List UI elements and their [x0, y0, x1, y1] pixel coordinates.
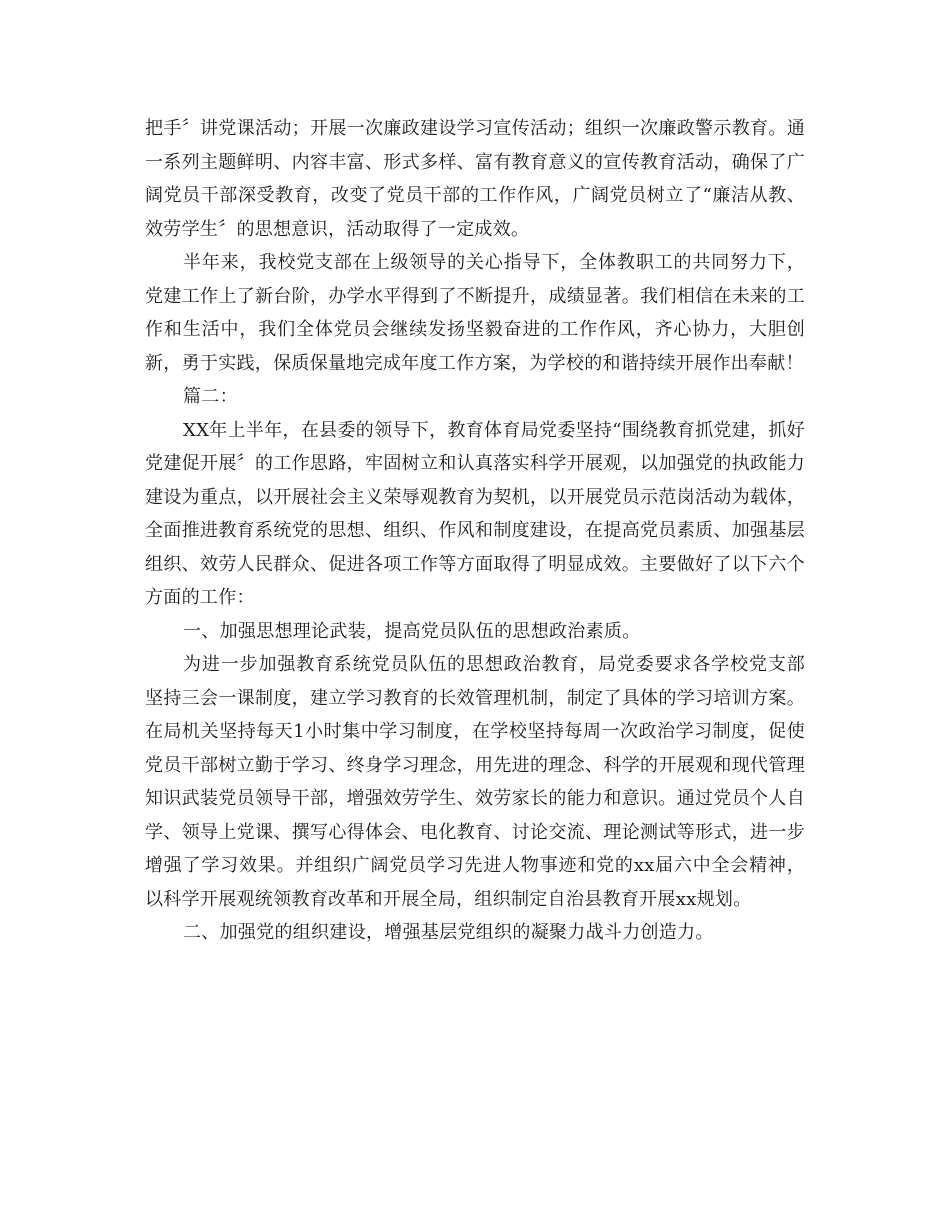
paragraph: XX年上半年，在县委的领导下，教育体育局党委坚持“围绕教育抓党建，抓好党建促开展〞的工作思路，牢固树立和认真落实科学开展观，以加强党的执政能力建设为重点，以开展社会主义荣辱观教育为契机，以开展党员示范岗活动为载体，全面推进教育系统党的思想、组织、作风和制度建设，在提高党员素质、加强基层组织、效劳人民群众、促进各项工作等方面取得了明显成效。主要做好了以下六个方面的工作：	[145, 419, 805, 608]
paragraph: 为进一步加强教育系统党员队伍的思想政治教育，局党委要求各学校党支部坚持三会一课制度，建立学习教育的长效管理机制，制定了具体的学习培训方案。在局机关坚持每天1小时集中学习制度，在学校坚持每周一次政治学习制度，促使党员干部树立勤于学习、终身学习理念，用先进的理念、科学的开展观和现代管理知识武装党员领导干部，增强效劳学生、效劳家长的能力和意识。通过党员个人自学、领导上党课、撰写心得体会、电化教育、讨论交流、理论测试等形式，进一步增强了学习效果。并组织广阔党员学习先进人物事迹和党的xx届六中全会精神，以科学开展观统领教育改革和开展全局，组织制定自治县教育开展xx规划。	[145, 654, 805, 910]
section-heading: 篇二：	[183, 386, 238, 407]
section-heading: 二、加强党的组织建设，增强基层党组织的凝聚力战斗力创造力。	[183, 922, 714, 943]
document-body	[145, 112, 805, 950]
section-heading: 一、加强思想理论武装，提高党员队伍的思想政治素质。	[183, 620, 641, 642]
paragraph: 半年来，我校党支部在上级领导的关心指导下，全体教职工的共同努力下，党建工作上了新台阶，办学水平得到了不断提升，成绩显著。我们相信在未来的工作和生活中，我们全体党员会继续发扬坚毅奋进的工作作风，齐心协力，大胆创新，勇于实践，保质保量地完成年度工作方案，为学校的和谐持续开展作出奉献！	[145, 252, 805, 374]
paragraph: 把手〞讲党课活动；开展一次廉政建设学习宣传活动；组织一次廉政警示教育。通一系列主题鲜明、内容丰富、形式多样、富有教育意义的宣传教育活动，确保了广阔党员干部深受教育，改变了党员干部的工作作风，广阔党员树立了“廉洁从教、效劳学生〞的思想意识，活动取得了一定成效。	[145, 118, 805, 240]
